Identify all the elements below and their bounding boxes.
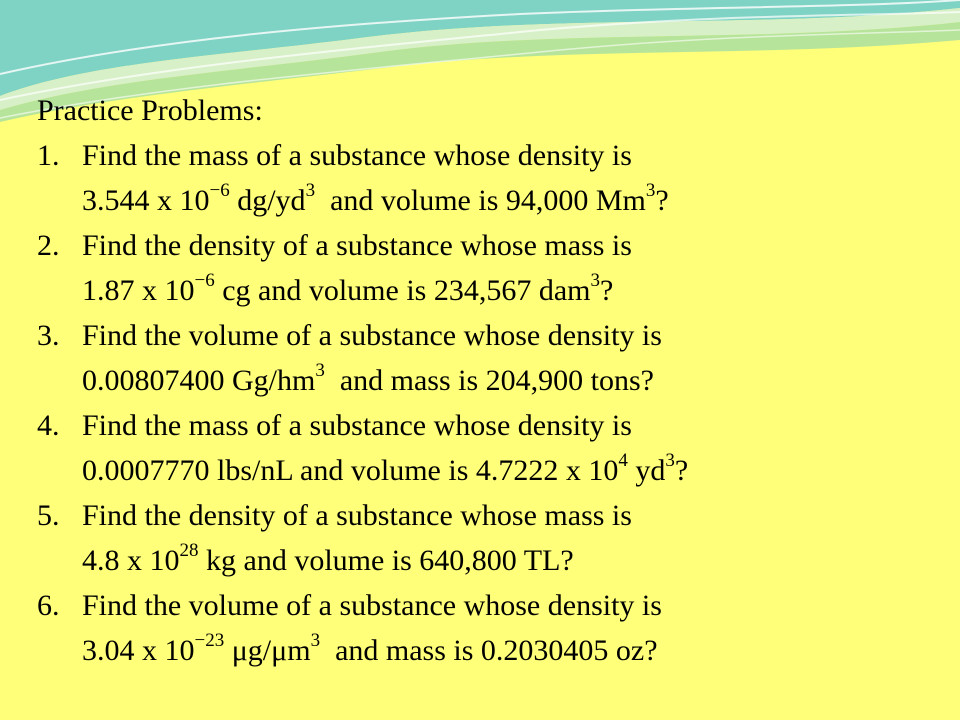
exponent: −6 <box>194 270 215 291</box>
problem-2-line-2 <box>37 268 937 313</box>
exponent: 4 <box>618 450 628 471</box>
problem-5-line-2 <box>37 538 937 583</box>
exponent: −23 <box>194 630 225 651</box>
problem-1 <box>37 133 937 223</box>
problem-3-line-1 <box>37 313 937 358</box>
exponent: 3 <box>645 180 656 201</box>
text-segment: dg/yd <box>229 184 306 217</box>
problem-5 <box>37 493 937 583</box>
text-segment: 3.544 x 10 <box>82 184 210 217</box>
problem-number: 4. <box>37 409 60 442</box>
text-segment: μg/μm <box>224 634 311 667</box>
text-segment: and mass is 0.2030405 oz? <box>320 634 658 667</box>
problem-text: Find the mass of a substance whose density is <box>82 139 632 172</box>
problem-text: Find the volume of a substance whose density is <box>82 589 662 622</box>
exponent: 3 <box>305 180 316 201</box>
problem-1-line-1 <box>37 133 937 178</box>
problem-6-line-2 <box>37 628 937 673</box>
text-segment: ? <box>600 274 614 307</box>
problem-5-line-1 <box>37 493 937 538</box>
problem-number: 6. <box>37 589 60 622</box>
problem-number: 3. <box>37 319 60 352</box>
slide-heading: Practice Problems: <box>37 94 263 127</box>
problem-text: Find the density of a substance whose mass is <box>82 229 632 262</box>
problem-2 <box>37 223 937 313</box>
problem-6 <box>37 583 937 673</box>
text-segment: 1.87 x 10 <box>82 274 195 307</box>
problem-4 <box>37 403 937 493</box>
text-segment: cg and volume is 234,567 dam <box>214 274 591 307</box>
problem-6-line-1 <box>37 583 937 628</box>
text-segment: 0.0007770 lbs/nL and volume is 4.7222 x 10 <box>82 454 619 487</box>
problem-text: Find the density of a substance whose mass is <box>82 499 632 532</box>
problem-text: Find the volume of a substance whose density is <box>82 319 662 352</box>
problem-2-line-1 <box>37 223 937 268</box>
text-segment: ? <box>674 454 689 487</box>
exponent: 3 <box>310 630 321 651</box>
problem-number: 1. <box>37 139 60 172</box>
text-segment: and mass is 204,900 tons? <box>324 364 654 397</box>
problem-1-line-2 <box>37 178 937 223</box>
problem-number: 2. <box>37 229 60 262</box>
text-segment: yd <box>627 454 666 487</box>
exponent: 3 <box>315 360 325 381</box>
exponent: 28 <box>179 540 199 561</box>
text-segment: kg and volume is 640,800 TL? <box>198 544 574 577</box>
problem-4-line-1 <box>37 403 937 448</box>
problem-3-line-2 <box>37 358 937 403</box>
problem-3 <box>37 313 937 403</box>
problem-4-line-2 <box>37 448 937 493</box>
text-segment: 3.04 x 10 <box>82 634 195 667</box>
exponent: 3 <box>590 270 600 291</box>
text-segment: 0.00807400 Gg/hm <box>82 364 316 397</box>
problem-number: 5. <box>37 499 60 532</box>
text-segment: ? <box>655 184 669 217</box>
slide-content <box>37 88 937 673</box>
exponent: 3 <box>665 450 675 471</box>
text-segment: 4.8 x 10 <box>82 544 180 577</box>
problem-text: Find the mass of a substance whose density is <box>82 409 632 442</box>
text-segment: and volume is 94,000 Mm <box>315 184 646 217</box>
exponent: −6 <box>209 180 230 201</box>
